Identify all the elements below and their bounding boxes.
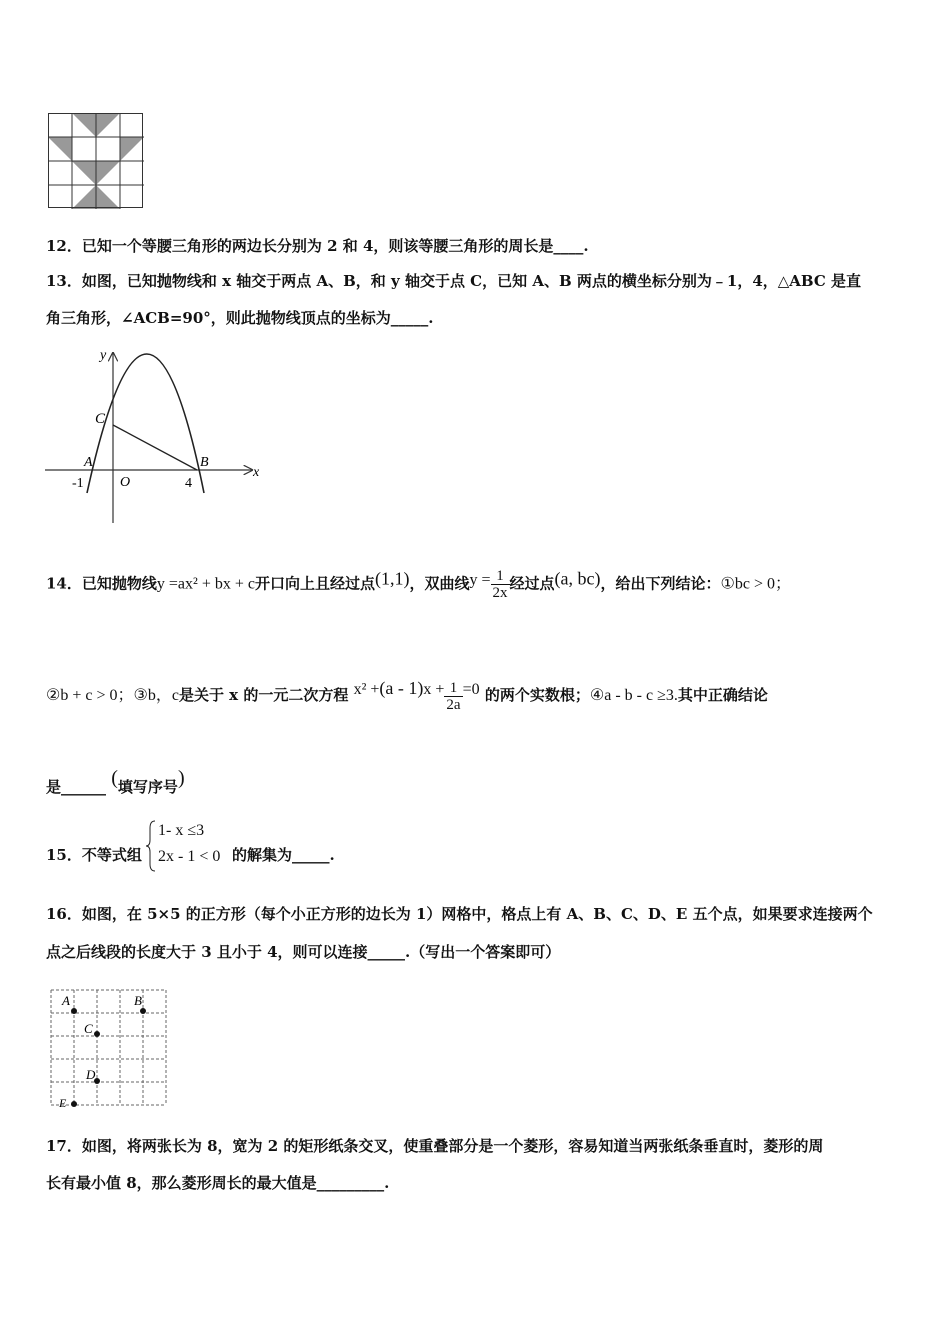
dot-grid-figure [46,985,176,1110]
o-label: O [120,475,131,490]
point-a [71,1008,77,1014]
q14-hyp-denominator: 2x [492,585,508,601]
inequality-1: 1- x ≤3 [158,822,205,839]
question-17-line2: 长有最小值 8，那么菱形周长的最大值是_________. [46,1174,390,1192]
q14-point-1: (1,1) [374,568,410,589]
question-14-line2 [46,678,768,713]
q14-conclusion-3c: 的两个实数根； [484,686,590,704]
x-label: x [253,465,260,480]
q14-number: 14． [46,574,82,593]
label-a: A [62,993,70,1008]
label-d: D [86,1067,96,1082]
q14-eq2-denominator: 2a [446,696,461,713]
point-b [140,1008,146,1014]
q14-text-1: 已知抛物线 [81,574,157,593]
question-14-line3 [46,768,185,797]
question-15-label: 15．不等式组 [46,846,142,864]
q14-equation-1: y =ax² + bx + c [156,575,255,593]
pattern-figure [48,113,144,209]
inequality-2: 2x - 1 < 0 [158,848,221,865]
q14-open-paren: ( [111,767,118,789]
q14-equation-2-fraction [444,680,462,713]
label-e: E [59,1096,67,1110]
label-b: B [134,993,142,1008]
q14-eq2-numerator: 1 [444,680,462,697]
q14-conclusion-1: ①bc > 0； [720,575,792,593]
segment-cb [113,425,197,470]
q14-conclusion-3a: ③b，c [133,687,179,704]
grid-lines [48,113,144,209]
b-label: B [200,455,209,470]
point-e [71,1101,77,1107]
q14-text-4: 经过点 [509,574,555,593]
y-label: y [100,348,107,363]
a-label: A [84,455,93,470]
q14-hyperbola-lhs: y = [469,571,491,589]
q14-hyp-numerator: 1 [491,568,510,585]
tick-neg1: -1 [72,476,84,491]
q14-fill-hint: 填写序号 [117,778,178,796]
q14-text-2: 开口向上且经过点 [254,574,375,593]
question-16-line2: 点之后线段的长度大于 3 且小于 4，则可以连接_____.（写出一个答案即可） [46,943,561,961]
system-brace [146,820,156,872]
q14-hyperbola-fraction [491,568,510,601]
question-13-line2: 角三角形，∠ACB=90°，则此抛物线顶点的坐标为_____. [46,309,434,327]
q14-conclusion-4: ④a - b - c ≥3. [589,687,678,704]
question-17-line1: 17．如图，将两张长为 8，宽为 2 的矩形纸条交叉，使重叠部分是一个菱形，容易知道当两张纸条垂直时，菱形的周 [46,1137,824,1155]
grid-points [71,1008,146,1107]
point-c [94,1031,100,1037]
q14-text-3: ，双曲线 [409,574,470,593]
q14-equation-2c: x + [423,681,445,698]
question-16-line1: 16．如图，在 5×5 的正方形（每个小正方形的边长为 1）网格中，格点上有 A、B、C、D、E 五个点，如果要求连接两个 [46,905,873,923]
question-13-line1: 13．如图，已知抛物线和 x 轴交于两点 A、B，和 y 轴交于点 C，已知 A、B 两点的横坐标分别为﹣1，4，△ABC 是直 [46,272,862,290]
c-label: C [95,411,106,427]
question-12: 12．已知一个等腰三角形的两边长分别为 2 和 4，则该等腰三角形的周长是____. [46,237,589,255]
label-c: C [84,1021,93,1036]
q14-text-6: 其中正确结论 [677,686,768,704]
tick-4: 4 [185,476,192,491]
q14-equation-2d: =0 [462,681,480,698]
q14-text-5: ，给出下列结论： [600,574,721,593]
q14-conclusion-2: ②b + c > 0； [46,687,134,704]
question-15-tail: 的解集为_____. [232,846,335,864]
q14-equation-2b: (a - 1) [379,678,424,698]
parabola-graph [42,345,267,530]
q14-close-paren: ) [177,767,185,789]
q14-conclusion-3b: 是关于 x 的一元二次方程 [178,686,349,704]
question-14-line1 [46,568,791,601]
q14-point-2: (a, bc) [554,568,601,589]
q14-equation-2a: x² + [353,681,380,698]
q14-answer-blank: 是______ [46,778,107,796]
